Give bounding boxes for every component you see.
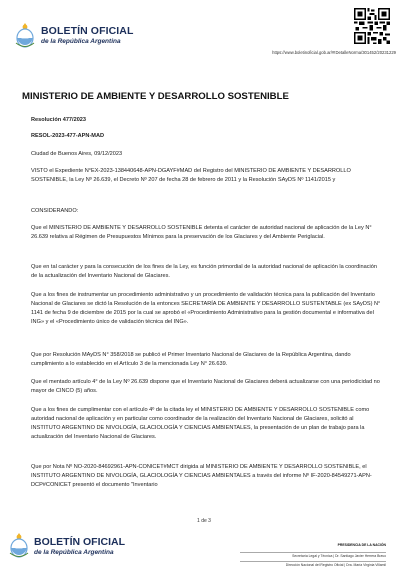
brand-subtitle: de la República Argentina (41, 38, 121, 45)
national-director-credit: Dirección Nacional del Registro Oficial | Dra. María Virginia Villamil (240, 561, 386, 567)
resolution-number: Resolución 477/2023 (31, 117, 87, 123)
qr-code-icon[interactable] (354, 8, 390, 44)
presidency-label: PRESIDENCIA DE LA NACIÓN (337, 543, 386, 547)
body-paragraph: Que por Resolución MAyDS N° 358/2018 se publicó el Primer Inventario Nacional de Glaciares de la República Argentina, dando cumplimiento a lo establecido en el Artículo 3 de la mencionada Ley N° 26.639. (31, 352, 351, 368)
body-paragraph: Que el mentado artículo 4° de la Ley Nº 26.639 dispone que el Inventario Nacional de Glaciares deberá actualizarse con una periodicidad no mayor de CINCO (5) años. (31, 379, 380, 395)
legal-secretary-credit: Secretaría Legal y Técnica | Dr. Santiago Javier Herrera Bravo (240, 552, 386, 558)
brand-title: BOLETÍN OFICIAL (41, 25, 134, 37)
place-date: Ciudad de Buenos Aires, 09/12/2023 (31, 151, 123, 157)
body-paragraph: Que a los fines de instrumentar un procedimiento administrativo y un procedimiento de validación técnica para la publicación del Inventario Nacional de Glaciares se dictó la Resolución de la entonces SECRETARÍA DE AMBIENTE Y DESARROLLO SUSTENTABLE (ex SAyDS) N° 1141 de fecha 9 de diciembre de 2015 por la cual se aprobó el «Procedimiento Administrativo para la gestión documental e informativa del ING» y el «Procedimiento único de validación técnica del ING». (31, 292, 381, 326)
document-url[interactable]: https://www.boletinoficial.gob.ar/#!DetalleNorma/301452/20231229 (272, 50, 396, 55)
body-paragraph: Que a los fines de cumplimentar con el artículo 4º de la citada ley el MINISTERIO DE AMBIENTE Y DESARROLLO SOSTENIBLE como autoridad nacional de aplicación y en particular como coordinador de la realización del Inventario Nacional de Glaciares, solicitó al INSTITUTO ARGENTINO DE NIVOLOGÍA, GLACIOLOGÍA Y CIENCIAS AMBIENTALES, la presentación de un plan de trabajo para la actualización del Inventario Nacional de Glaciares. (31, 407, 370, 441)
national-seal-icon (8, 532, 30, 560)
footer-brand-subtitle: de la República Argentina (34, 549, 114, 556)
body-paragraph: Que en tal carácter y para la consecución de los fines de la Ley, es función primordial de la autoridad nacional de aplicación la coordinación de la actualización del Inventario Nacional de Glaciares. (31, 264, 377, 280)
national-seal-icon (14, 22, 36, 50)
page-indicator: 1 de 3 (197, 518, 211, 524)
body-paragraph: Que el MINISTERIO DE AMBIENTE Y DESARROLLO SOSTENIBLE detenta el carácter de autoridad nacional de aplicación de la Ley N° 26.639 relativa al Régimen de Presupuestos Mínimos para la preservación de los Glaciares y del Ambiente Periglacial. (31, 225, 372, 241)
footer-brand-title: BOLETÍN OFICIAL (34, 536, 125, 548)
resolution-code: RESOL-2023-477-APN-MAD (31, 133, 105, 139)
ministry-title: MINISTERIO DE AMBIENTE Y DESARROLLO SOSTENIBLE (22, 91, 289, 102)
visto-paragraph: VISTO el Expediente N°EX-2023-138440648-APN-DGAYF#MAD del Registro del MINISTERIO DE AMBIENTE Y DESARROLLO SOSTENIBLE, la Ley Nº 26.639, el Decreto Nº 207 de fecha 28 de febrero de 2011 y la Resolución SAyDS Nº 1141/2015 y (31, 168, 351, 184)
body-paragraph: Que por Nota Nº NO-2020-84692961-APN-CONICET#MCT dirigida al MINISTERIO DE AMBIENTE Y DESARROLLO SOSTENIBLE, el INSTITUTO ARGENTINO DE NIVOLOGÍA, GLACIOLOGÍA Y CIENCIAS AMBIENTALES a través del informe Nº IF-2020-84549271-APN-DCP#CONICET presentó el documento "Inventario (31, 464, 372, 489)
considerando-heading: CONSIDERANDO: (31, 208, 79, 214)
